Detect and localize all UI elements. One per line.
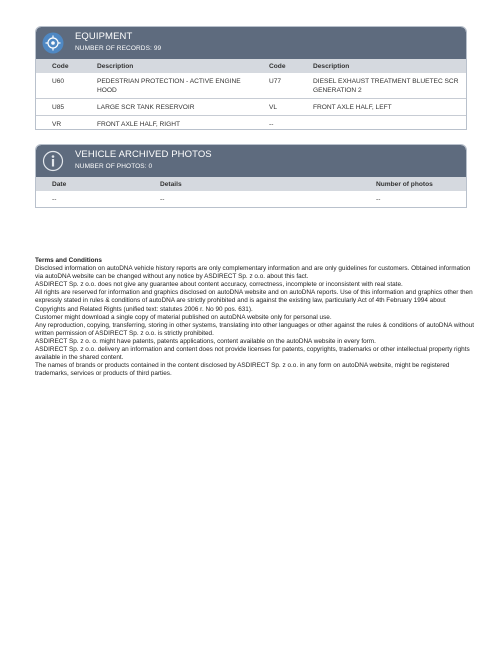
equipment-description: FRONT AXLE HALF, LEFT — [313, 104, 392, 111]
column-description-2: Description — [313, 63, 350, 70]
table-row — [36, 73, 466, 99]
column-description-1: Description — [97, 63, 134, 70]
terms-paragraph: ASDIRECT Sp. z o.o. does not give any guarantee about content accuracy, correctness, incomplete or inconsistent with real state. — [35, 281, 403, 289]
column-date: Date — [52, 181, 67, 188]
equipment-code: U60 — [52, 78, 65, 85]
equipment-code: -- — [269, 121, 274, 128]
table-row — [36, 99, 466, 116]
info-icon — [42, 150, 64, 172]
terms-paragraph: Customer might download a single copy of material published on autoDNA website only for personal use. — [35, 313, 332, 321]
terms-paragraph: ASDIRECT Sp. z o. o. might have patents, patents applications, content available on the autoDNA website in every form. — [35, 337, 376, 345]
terms-paragraph: The names of brands or products contained in the content disclosed by ASDIRECT Sp. z o.o. in any form on autoDNA website, might be registered trademarks, services or products of third parties. — [35, 362, 450, 378]
equipment-code: VL — [269, 104, 278, 111]
photo-count: -- — [376, 196, 381, 203]
photos-header — [36, 145, 466, 177]
column-code-2: Code — [269, 63, 286, 70]
equipment-code: U77 — [269, 78, 282, 85]
column-code-1: Code — [52, 63, 69, 70]
photos-count: NUMBER OF PHOTOS: 0 — [75, 163, 153, 170]
photos-title: VEHICLE ARCHIVED PHOTOS — [75, 149, 212, 160]
photos-column-header — [36, 177, 466, 191]
terms-paragraph: Disclosed information on autoDNA vehicle history reports are only complementary information and are only guidelines for customers. Obtained information via autoDNA website can be changed without any notice by ASDIRECT Sp. z o.o. about this fact. — [35, 265, 471, 281]
equipment-code: VR — [52, 121, 62, 128]
photo-details: -- — [160, 196, 165, 203]
equipment-column-header — [36, 59, 466, 73]
column-number-of-photos: Number of photos — [376, 181, 433, 188]
equipment-description: PEDESTRIAN PROTECTION - ACTIVE ENGINE HOOD — [97, 78, 241, 94]
equipment-description: LARGE SCR TANK RESERVOIR — [97, 104, 195, 111]
table-row — [36, 116, 466, 130]
equipment-record-count: NUMBER OF RECORDS: 99 — [75, 45, 162, 52]
terms-paragraph: Any reproduction, copying, transferring, storing in other systems, translating into other languages or other against the rules & conditions of autoDNA without written permission of ASDIRECT Sp. z o.o. is strictly prohibited. — [35, 321, 475, 337]
terms-section — [35, 257, 475, 378]
terms-paragraph: ASDIRECT Sp. z o.o. delivery an information and content does not provide licenses for patents, copyrights, trademarks or other intellectual property rights available in the shared content. — [35, 346, 470, 362]
equipment-header — [36, 27, 466, 59]
equipment-code: U85 — [52, 104, 65, 111]
wrench-gear-icon — [42, 32, 64, 54]
equipment-description: FRONT AXLE HALF, RIGHT — [97, 121, 181, 128]
terms-paragraph: All rights are reserved for information and graphics disclosed on autoDNA website and on autoDNA reports. Use of this information and graphics other then expressly stated in rules & conditions of autoDNA are strictly prohibited and is against the existing law, particularly Act of 4th February 1994 about Copyrights and Related Rights (unified text: statutes 2006 r. No 90 pos. 631). — [35, 289, 473, 313]
equipment-title: EQUIPMENT — [75, 31, 133, 42]
equipment-description: DIESEL EXHAUST TREATMENT BLUETEC SCR GENERATION 2 — [313, 78, 459, 94]
column-details: Details — [160, 181, 182, 188]
equipment-panel — [35, 26, 467, 130]
photo-date: -- — [52, 196, 57, 203]
terms-title: Terms and Conditions — [35, 257, 102, 264]
table-row — [36, 191, 466, 207]
photos-panel — [35, 144, 467, 208]
